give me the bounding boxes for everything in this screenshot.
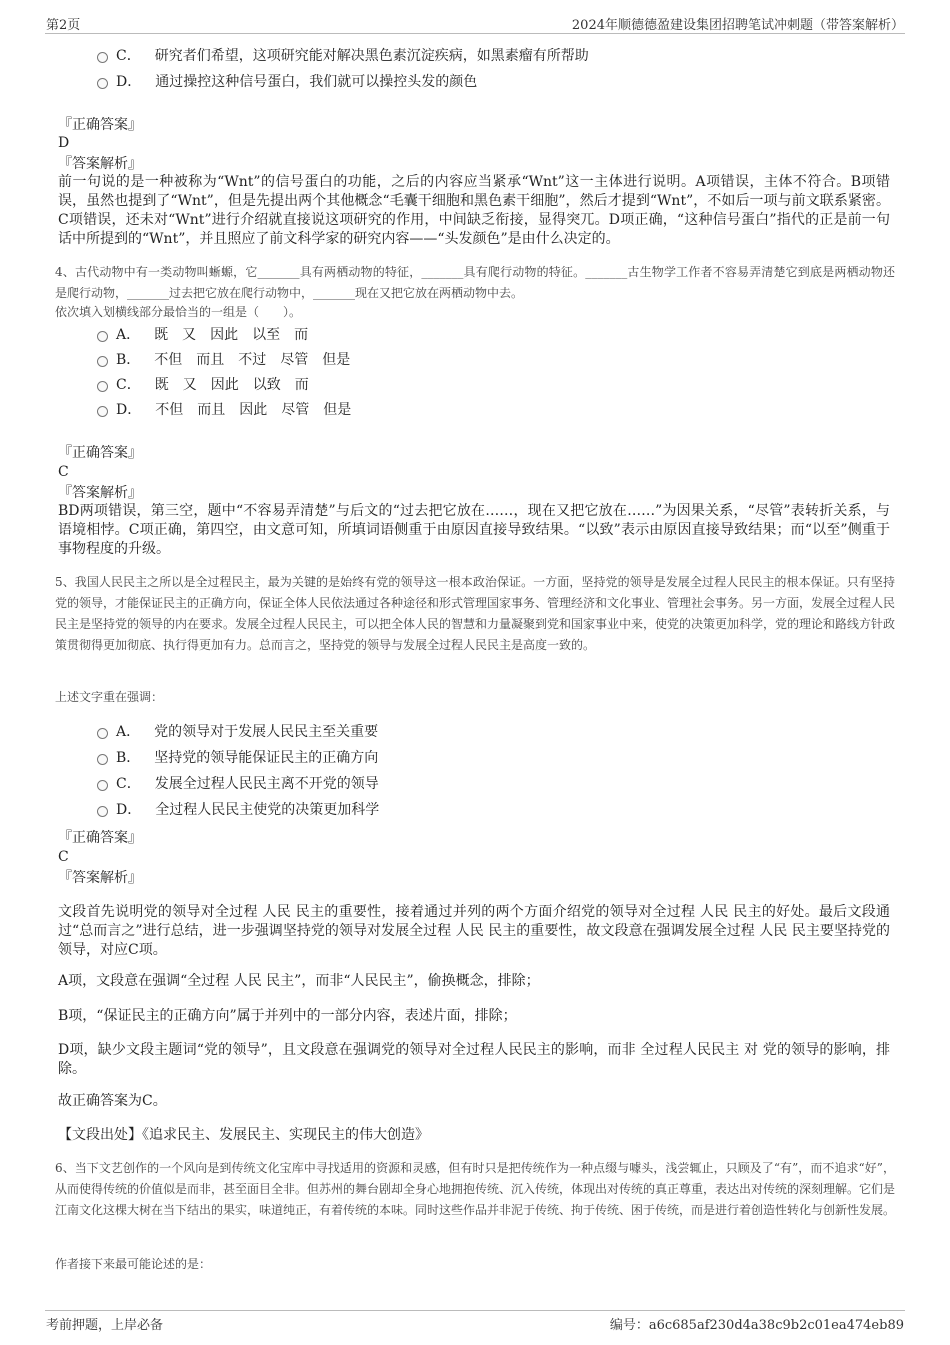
radio-icon[interactable] — [97, 728, 108, 739]
q5-analysis-para-4: D项，缺少文段主题词“党的领导”，且文段意在强调党的领导对全过程人民民主的影响，而非 全过程人民民主 对 党的领导的影响，排除。 — [58, 1042, 890, 1077]
radio-icon[interactable] — [97, 406, 108, 417]
q5-option-c[interactable]: C． 发展全过程人民民主离不开党的领导 — [97, 774, 379, 794]
q6-prompt: 作者接下来最可能论述的是： — [55, 1257, 212, 1271]
radio-icon[interactable] — [97, 381, 108, 392]
q5-stem: 5、我国人民民主之所以是全过程民主，最为关键的是始终有党的领导这一根本政治保证。一方面，坚持党的领导是发展全过程人民民主的根本保证。只有坚持党的领导，才能保证民主的正确方向，保证全体人民依法通过各种途径和形式管理国家事务、管理经济和文化事业、管理社会事务。另一方面，发展全过程人民民主是坚持党的领导的内在要求。发展全过程人民民主，可以把全体人民的智慧和力量凝聚到党和国家事业中来，使党的决策更加科学，党的理论和路线方针政策贯彻得更加彻底、执行得更加有力。总而言之，坚持党的领导与发展全过程人民民主是高度一致的。 — [55, 575, 896, 652]
q3-answer-label: 『正确答案』 — [58, 117, 142, 133]
page-number: 第2页 — [46, 18, 81, 33]
q5-answer: C — [58, 849, 69, 865]
footer-rule — [45, 1310, 905, 1311]
q5-option-a[interactable]: A． 党的领导对于发展人民民主至关重要 — [97, 722, 378, 742]
radio-icon[interactable] — [97, 754, 108, 765]
q4-option-c[interactable]: C． 既 又 因此 以致 而 — [97, 375, 309, 395]
q6-stem: 6、当下文艺创作的一个风向是到传统文化宝库中寻找适用的资源和灵感，但有时只是把传统作为一种点缀与噱头，浅尝辄止，只顾及了“有”，而不追求“好”，从而使得传统的价值似是而非，甚至面目全非。但苏州的舞台剧却全身心地拥抱传统、沉入传统，体现出对传统的真正尊重，表达出对传统的深刻理解。它们是江南文化这棵大树在当下结出的果实，味道纯正，有着传统的本味。同时这些作品并非泥于传统、拘于传统、困于传统，而是进行着创造性转化与创新性发展。 — [55, 1161, 896, 1217]
q3-option-c[interactable]: C． 研究者们希望，这项研究能对解决黑色素沉淀疾病，如黑素瘤有所帮助 — [97, 46, 589, 66]
radio-icon[interactable] — [97, 331, 108, 342]
q4-option-a[interactable]: A． 既 又 因此 以至 而 — [97, 325, 308, 345]
q5-analysis-para-3: B项，“保证民主的正确方向”属于并列中的一部分内容，表述片面，排除； — [58, 1008, 517, 1024]
q4-answer: C — [58, 464, 69, 480]
document-title: 2024年顺德德盈建设集团招聘笔试冲刺题（带答案解析） — [571, 18, 904, 33]
q4-prompt: 依次填入划横线部分最恰当的一组是（ ）。 — [55, 305, 302, 319]
radio-icon[interactable] — [97, 52, 108, 63]
q5-prompt: 上述文字重在强调： — [55, 690, 164, 704]
q4-answer-label: 『正确答案』 — [58, 445, 142, 461]
radio-icon[interactable] — [97, 78, 108, 89]
q5-analysis-para-5: 故正确答案为C。 — [58, 1093, 167, 1109]
q5-analysis-para-2: A项，文段意在强调“全过程 人民 民主”，而非“人民民主”，偷换概念，排除； — [58, 973, 540, 989]
q3-option-d[interactable]: D． 通过操控这种信号蛋白，我们就可以操控头发的颜色 — [97, 72, 477, 92]
q5-answer-label: 『正确答案』 — [58, 830, 142, 846]
q4-option-d[interactable]: D． 不但 而且 因此 尽管 但是 — [97, 400, 351, 420]
q5-option-b[interactable]: B． 坚持党的领导能保证民主的正确方向 — [97, 748, 378, 768]
q5-source: 【文段出处】《追求民主、发展民主、实现民主的伟大创造》 — [58, 1127, 429, 1143]
footer-code: 编号：a6c685af230d4a38c9b2c01ea474eb89 — [609, 1318, 904, 1333]
radio-icon[interactable] — [97, 780, 108, 791]
q4-analysis: BD两项错误，第三空，题中“不容易弄清楚”与后文的“过去把它放在……，现在又把它放在……”为因果关系，“尽管”表转折关系，与语境相悖。C项正确，第四空，由文意可知，所填词语侧重于由原因直接导致结果。“以致”表示由原因直接导致结果；而“以至”侧重于事物程度的升级。 — [58, 503, 890, 557]
q4-analysis-label: 『答案解析』 — [58, 485, 142, 501]
q4-stem: 4、古代动物中有一类动物叫蜥螈，它_______具有两栖动物的特征，_______具有爬行动物的特征。_______古生物学工作者不容易弄清楚它到底是两栖动物还是爬行动物，_______过去把它放在爬行动物中，_______现在又把它放在两栖动物中去。 — [55, 265, 895, 300]
q4-option-b[interactable]: B． 不但 而且 不过 尽管 但是 — [97, 350, 350, 370]
radio-icon[interactable] — [97, 806, 108, 817]
radio-icon[interactable] — [97, 356, 108, 367]
header-rule — [45, 33, 905, 34]
q3-answer: D — [58, 135, 70, 151]
q5-option-d[interactable]: D． 全过程人民民主使党的决策更加科学 — [97, 800, 379, 820]
q3-analysis: 前一句说的是一种被称为“Wnt”的信号蛋白的功能，之后的内容应当紧承“Wnt”这一主体进行说明。A项错误，主体不符合。B项错误，虽然也提到了“Wnt”，但是先提出两个其他概念“毛囊干细胞和黑色素干细胞”，然后才提到“Wnt”，不如后一项与前文联系紧密。C项错误，还未对“Wnt”进行介绍就直接说这项研究的作用，中间缺乏衔接，显得突兀。D项正确，“这种信号蛋白”指代的正是前一句话中所提到的“Wnt”，并且照应了前文科学家的研究内容——“头发颜色”是由什么决定的。 — [58, 174, 890, 247]
footer-slogan: 考前押题，上岸必备 — [46, 1318, 164, 1333]
q5-analysis-para-1: 文段首先说明党的领导对全过程 人民 民主的重要性，接着通过并列的两个方面介绍党的领导对全过程 人民 民主的好处。最后文段通过“总而言之”进行总结，进一步强调坚持党的领导对发展全过程 人民 民主的重要性，故文段意在强调发展全过程 人民 民主要坚持党的领导，对应C项。 — [58, 904, 890, 958]
q3-analysis-label: 『答案解析』 — [58, 156, 142, 172]
q5-analysis-label: 『答案解析』 — [58, 870, 142, 886]
